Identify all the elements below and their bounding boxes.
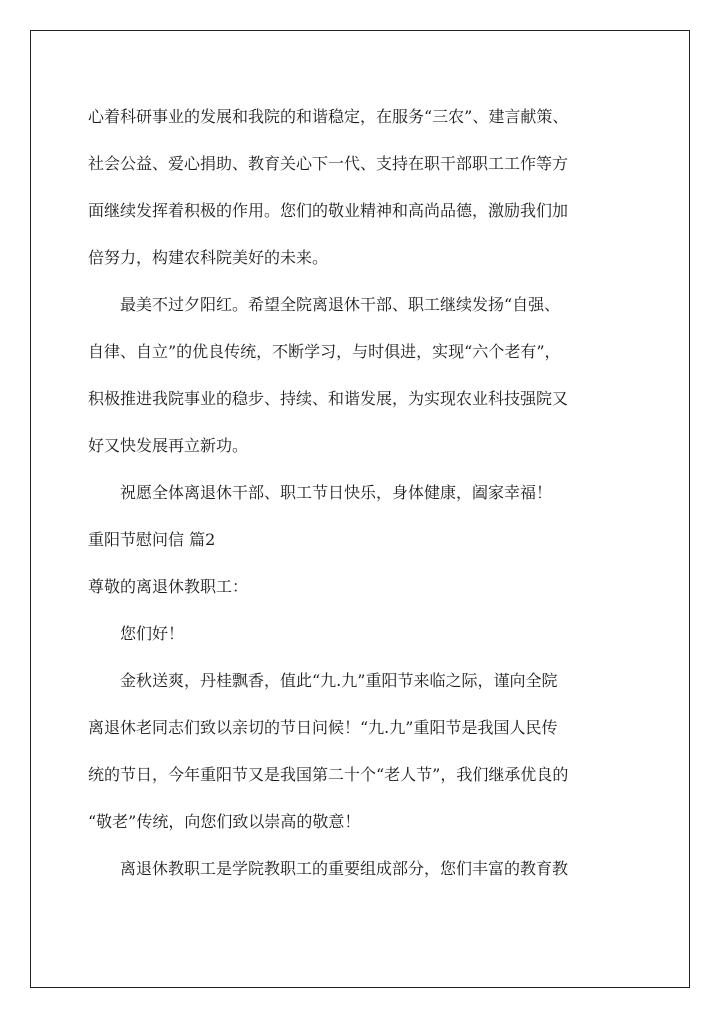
text-line: 心着科研事业的发展和我院的和谐稳定，在服务“三农”、建言献策、 — [88, 107, 569, 126]
text-line: 自律、自立”的优良传统，不断学习，与时俱进，实现“六个老有”， — [88, 342, 561, 361]
text-line: 离退休教职工是学院教职工的重要组成部分，您们丰富的教育教 — [120, 859, 569, 878]
text-line: 社会公益、爱心捐助、教育关心下一代、支持在职干部职工工作等方 — [88, 154, 569, 173]
section-heading: 重阳节慰问信 篇2 — [88, 530, 216, 549]
text-line: 金秋送爽，丹桂飘香，值此“九.九”重阳节来临之际，谨向全院 — [120, 671, 558, 690]
text-line: “敬老”传统，向您们致以崇高的敬意！ — [88, 812, 361, 831]
text-line: 面继续发挥着积极的作用。您们的敬业精神和高尚品德，激励我们加 — [88, 201, 569, 220]
text-line: 祝愿全体离退休干部、职工节日快乐，身体健康，阖家幸福！ — [120, 483, 553, 502]
greeting: 您们好！ — [120, 624, 185, 643]
text-line: 离退休老同志们致以亲切的节日问候！“九.九”重阳节是我国人民传 — [88, 718, 558, 737]
salutation: 尊敬的离退休教职工： — [88, 577, 249, 596]
text-line: 统的节日，今年重阳节又是我国第二十个“老人节”，我们继承优良的 — [88, 765, 569, 784]
text-line: 积极推进我院事业的稳步、持续、和谐发展，为实现农业科技强院又 — [88, 389, 569, 408]
text-line: 最美不过夕阳红。希望全院离退休干部、职工继续发扬“自强、 — [120, 295, 561, 314]
document-body — [88, 93, 636, 892]
text-line: 倍努力，构建农科院美好的未来。 — [88, 248, 329, 267]
text-line: 好又快发展再立新功。 — [88, 436, 249, 455]
